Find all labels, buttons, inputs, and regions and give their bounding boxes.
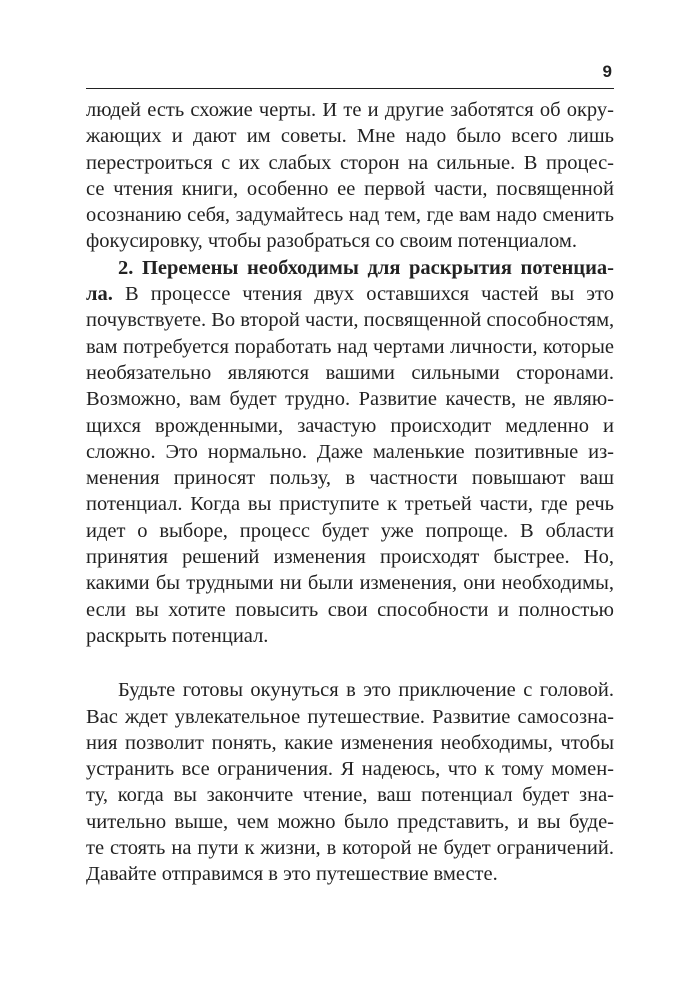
text-line [86, 281, 614, 307]
paragraph-3 [86, 677, 614, 887]
text-line: Будьте готовы окунуться в это приключение с головой. [118, 679, 614, 702]
text-line: перестроиться с их слабых сторон на сильные. В процес- [86, 151, 614, 174]
point-heading: 2. Перемены необходимы для раскрытия потенциа- [118, 256, 614, 279]
page-number: 9 [602, 62, 612, 81]
text-line: принятия решений изменения происходят быстрее. Но, [86, 546, 614, 569]
text-line: почувствуете. Во второй части, посвященной способностям, [86, 309, 615, 332]
text-line: щихся врожденными, зачастую происходит медленно и [86, 414, 614, 437]
text-line: раскрыть потенциал. [86, 624, 269, 647]
text-line: се чтения книги, особенно ее первой части, посвященной [86, 177, 614, 200]
text-line: жающих и дают им советы. Мне надо было всего лишь [86, 125, 614, 148]
text-line: осознанию себя, задумайтесь над тем, где вам надо сменить [86, 204, 614, 227]
paragraph-1 [86, 97, 614, 255]
text-fragment: В процессе чтения двух оставшихся частей вы это [112, 283, 614, 306]
paragraph-2 [86, 255, 614, 649]
text-line: потенциал. Когда вы приступите к третьей части, где речь [86, 493, 614, 516]
text-line: менения приносят пользу, в частности повышают ваш [86, 467, 614, 490]
text-line: Вас ждет увлекательное путешествие. Развитие самосозна- [86, 705, 614, 728]
text-line: вам потребуется поработать над чертами личности, которые [86, 335, 614, 358]
text-line: Возможно, вам будет трудно. Развитие качеств, не являю- [86, 388, 614, 411]
text-line: чительно выше, чем можно было представить, и вы буде- [86, 810, 614, 833]
page-body [86, 97, 614, 888]
text-line: необязательно являются вашими сильными сторонами. [86, 361, 614, 384]
point-heading-end: ла. [86, 283, 113, 306]
header-rule [86, 88, 614, 89]
text-line: фокусировку, чтобы разобраться со своим потенциалом. [86, 230, 577, 253]
text-line: устранить все ограничения. Я надеюсь, что к тому момен- [86, 758, 614, 781]
text-line: те стоять на пути к жизни, в которой не будет ограничений. [86, 837, 614, 860]
text-line: идет о выборе, процесс будет уже попроще. В области [86, 519, 614, 542]
text-line: людей есть схожие черты. И те и другие заботятся об окру- [86, 99, 614, 121]
text-line: ту, когда вы закончите чтение, ваш потенциал будет зна- [86, 784, 614, 807]
text-line: ния позволит понять, какие изменения необходимы, чтобы [86, 731, 614, 754]
text-line: Давайте отправимся в это путешествие вместе. [86, 863, 498, 886]
text-line: какими бы трудными ни были изменения, они необходимы, [86, 572, 614, 595]
paragraph-gap [86, 649, 614, 677]
text-line: сложно. Это нормально. Даже маленькие позитивные из- [86, 440, 614, 463]
text-line: если вы хотите повысить свои способности и полностью [86, 598, 614, 621]
